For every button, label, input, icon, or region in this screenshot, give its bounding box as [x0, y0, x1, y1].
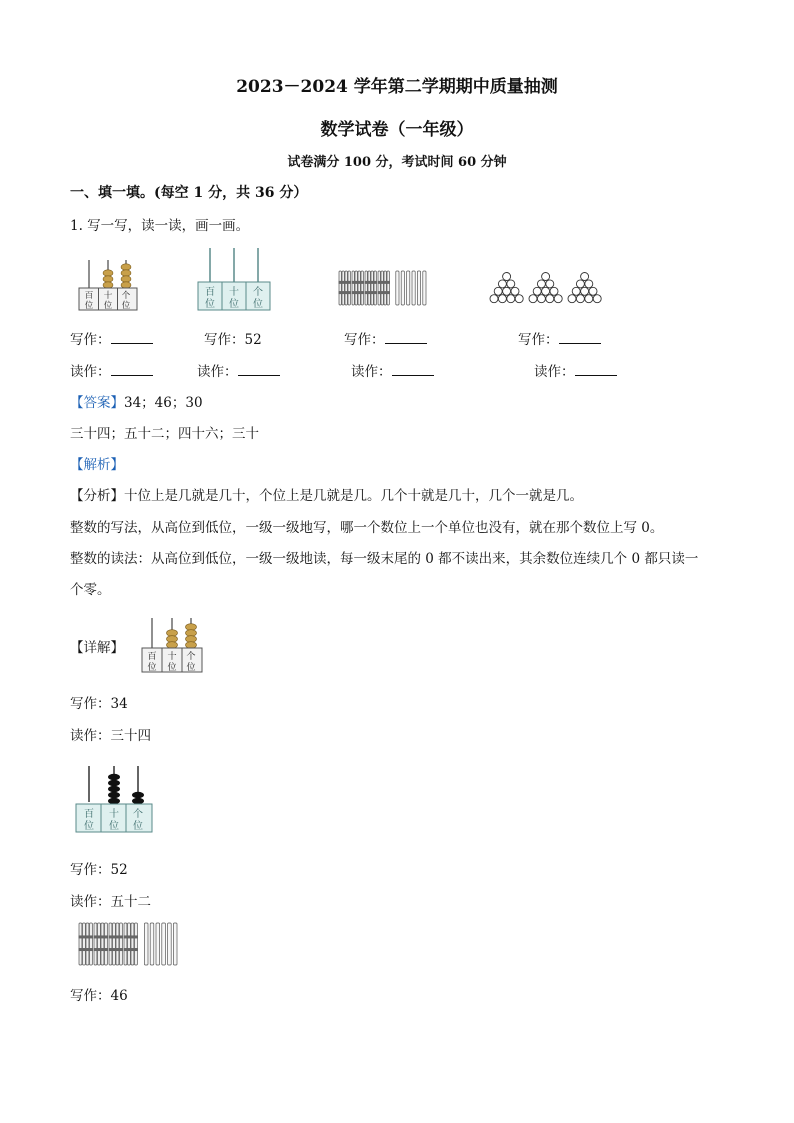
fenxi-line: 【分析】十位上是几就是几十，个位上是几就是几。几个十就是几十，几个一就是几。	[70, 488, 583, 504]
ball	[576, 295, 584, 303]
write-line-4: 写作：	[518, 328, 601, 348]
write-line-2: 写作：52	[204, 332, 262, 348]
abacus-figure-1	[78, 258, 140, 312]
fenxi-tag: 【分析】	[70, 488, 124, 504]
ball	[507, 295, 515, 303]
single-stick	[168, 923, 172, 965]
label-hundreds-2: 位	[84, 821, 94, 832]
single-stick	[423, 271, 426, 305]
ball	[490, 295, 498, 303]
answer-blank[interactable]	[238, 363, 280, 376]
bundle-group	[339, 271, 427, 305]
section-heading: 一、填一填。(每空 1 分，共 36 分）	[70, 185, 308, 201]
label-hundreds-2: 位	[147, 663, 157, 673]
answer-blank[interactable]	[559, 331, 601, 344]
label-tens-2: 位	[229, 299, 239, 310]
detail-read-34: 读作：三十四	[70, 728, 151, 744]
write-line-1: 写作：	[70, 328, 153, 348]
single-stick	[407, 271, 410, 305]
exam-info: 试卷满分 100 分，考试时间 60 分钟	[287, 155, 507, 170]
ball	[511, 287, 519, 295]
question-prompt: 1. 写一写，读一读，画一画。	[70, 218, 250, 234]
detail-tag: 【详解】	[70, 640, 124, 656]
label-hundreds-2: 位	[84, 301, 94, 311]
answer-blank[interactable]	[392, 363, 434, 376]
detail-write-46: 写作：46	[70, 988, 128, 1004]
detail-write-52: 写作：52	[70, 862, 128, 878]
label-tens-2: 位	[103, 301, 113, 311]
label-ones-1: 个	[253, 287, 263, 298]
label-ones-1: 个	[186, 652, 196, 662]
ball	[593, 295, 601, 303]
label-tens-1: 十	[167, 652, 177, 662]
read-line-3: 读作：	[351, 360, 434, 380]
ball	[585, 280, 593, 288]
label-hundreds-1: 百	[84, 809, 94, 820]
ball	[550, 287, 558, 295]
abacus-figure-2	[196, 246, 272, 312]
ball	[494, 287, 502, 295]
ball	[498, 295, 506, 303]
stick-bundles-figure-3	[338, 270, 434, 308]
label-tens-1: 十	[229, 287, 239, 298]
write-value-52: 52	[244, 332, 262, 348]
single-stick	[396, 271, 399, 305]
write-line-3: 写作：	[344, 328, 427, 348]
ball	[507, 280, 515, 288]
read-rule-line2: 个零。	[70, 582, 111, 598]
ball	[572, 287, 580, 295]
detail-read-52: 读作：五十二	[70, 894, 151, 910]
label-hundreds-1: 百	[205, 287, 215, 298]
exam-title: 2023－2024 学年第二学期期中质量抽测	[236, 77, 558, 97]
stick-bundle	[378, 271, 391, 305]
detail-write-34: 写作：34	[70, 696, 128, 712]
answer-value: 34；46；30	[124, 395, 203, 411]
exam-subtitle: 数学试卷（一年级）	[320, 120, 474, 140]
answer-blank[interactable]	[111, 331, 153, 344]
single-stick	[162, 923, 166, 965]
read-line-1: 读作：	[70, 360, 153, 380]
read-rule-line1: 整数的读法：从高位到低位，一级一级地读，每一级末尾的 0 都不读出来，其余数位连续几个 0 都只读一	[70, 551, 699, 567]
stick-bundle	[124, 923, 139, 965]
detail-stick-bundles	[78, 922, 190, 968]
ball	[498, 280, 506, 288]
label-ones-1: 个	[121, 291, 131, 301]
ball	[533, 287, 541, 295]
stick-bundle	[365, 271, 378, 305]
label-ones-1: 个	[133, 809, 143, 820]
ball	[542, 273, 550, 281]
ball	[537, 295, 545, 303]
ball	[581, 287, 589, 295]
ball	[546, 280, 554, 288]
ball	[585, 295, 593, 303]
single-stick	[412, 271, 415, 305]
answer-blank[interactable]	[385, 331, 427, 344]
label-ones-2: 位	[186, 663, 196, 673]
label-hundreds-1: 百	[84, 291, 94, 301]
read-line-4: 读作：	[534, 360, 617, 380]
ball-triangle	[529, 273, 562, 303]
stick-bundle	[79, 923, 94, 965]
label-ones-2: 位	[133, 821, 143, 832]
ball	[576, 280, 584, 288]
answer-blank[interactable]	[111, 363, 153, 376]
ball	[568, 295, 576, 303]
ball	[515, 295, 523, 303]
answer-tag: 【答案】	[70, 395, 124, 411]
single-stick	[173, 923, 177, 965]
answer-line	[70, 391, 203, 411]
label-tens-2: 位	[109, 821, 119, 832]
label-ones-2: 位	[121, 301, 131, 311]
ball	[589, 287, 597, 295]
answer-blank[interactable]	[575, 363, 617, 376]
single-stick	[401, 271, 404, 305]
ball	[503, 273, 511, 281]
ball-triangle	[568, 273, 601, 303]
label-hundreds-2: 位	[205, 299, 215, 310]
detail-abacus-34	[140, 616, 204, 674]
single-stick	[156, 923, 160, 965]
stick-bundle	[352, 271, 365, 305]
read-line-2: 读作：	[197, 360, 280, 380]
stick-bundle	[94, 923, 109, 965]
single-stick	[150, 923, 154, 965]
ball	[542, 287, 550, 295]
label-tens-1: 十	[103, 291, 113, 301]
ball	[546, 295, 554, 303]
detail-abacus-52	[74, 764, 154, 834]
write-rule: 整数的写法，从高位到低位，一级一级地写，哪一个数位上一个单位也没有，就在那个数位上写 0。	[70, 520, 664, 536]
label-ones-2: 位	[253, 299, 263, 310]
label-tens-2: 位	[167, 663, 177, 673]
single-stick	[144, 923, 148, 965]
stick-bundle	[109, 923, 124, 965]
label-hundreds-1: 百	[147, 652, 157, 662]
single-stick	[417, 271, 420, 305]
answer-reading: 三十四；五十二；四十六；三十	[70, 426, 259, 442]
label-tens-1: 十	[109, 809, 119, 820]
ball-triangle	[490, 273, 523, 303]
analysis-tag: 【解析】	[70, 457, 124, 473]
ball	[503, 287, 511, 295]
stick-bundle	[339, 271, 352, 305]
ball	[529, 295, 537, 303]
ball	[554, 295, 562, 303]
ball	[537, 280, 545, 288]
ball-triangles-figure-4	[488, 272, 612, 310]
ball	[581, 273, 589, 281]
